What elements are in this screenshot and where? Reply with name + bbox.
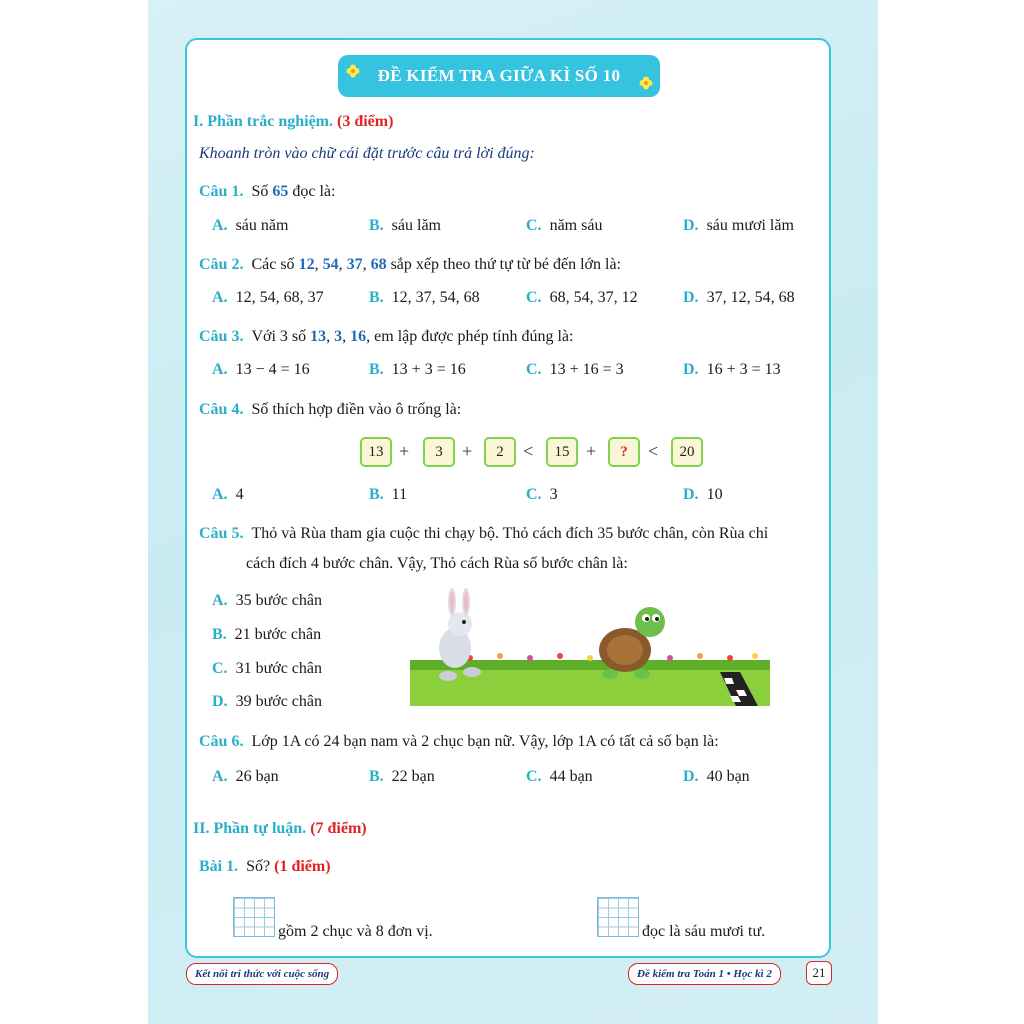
option-a[interactable] — [212, 768, 279, 786]
option-b[interactable] — [369, 217, 441, 235]
question-6 — [199, 733, 719, 751]
option-value: 39 bước chân — [235, 693, 322, 710]
option-c[interactable] — [212, 660, 322, 678]
option-b[interactable] — [369, 486, 407, 504]
option-key: C. — [526, 289, 542, 306]
number: 65 — [272, 183, 289, 200]
option-key: D. — [683, 486, 699, 503]
option-value: 37, 12, 54, 68 — [706, 289, 795, 306]
answer-grid[interactable] — [233, 897, 275, 937]
number: 3 — [334, 328, 343, 345]
part2-points: (7 điểm) — [310, 820, 367, 837]
option-key: D. — [683, 361, 699, 378]
option-value: 13 + 16 = 3 — [549, 361, 624, 378]
option-a[interactable] — [212, 217, 288, 235]
part1-heading — [193, 113, 393, 131]
option-key: D. — [212, 693, 228, 710]
option-b[interactable] — [369, 361, 466, 379]
text: Với 3 số — [251, 328, 311, 345]
plus-sign: + — [399, 441, 410, 461]
text: , em lập được phép tính đúng là: — [366, 328, 574, 345]
race-illustration — [410, 588, 770, 706]
part2-title: II. Phần tự luận. — [193, 820, 307, 837]
footer-series: Kết nối tri thức với cuộc sống — [186, 963, 338, 985]
text: , — [338, 256, 347, 273]
text: sắp xếp theo thứ tự từ bé đến lớn là: — [386, 256, 621, 273]
option-value: sáu lăm — [391, 217, 441, 234]
footer-book-title: Đề kiểm tra Toán 1 • Học kì 2 — [628, 963, 781, 985]
option-key: C. — [212, 660, 228, 677]
number: 37 — [346, 256, 363, 273]
plus-sign: + — [462, 441, 473, 461]
part1-title: I. Phần trắc nghiệm. — [193, 113, 333, 130]
option-a[interactable] — [212, 486, 244, 504]
option-key: A. — [212, 768, 228, 785]
option-b[interactable] — [369, 768, 435, 786]
option-key: B. — [369, 217, 384, 234]
option-c[interactable] — [526, 768, 593, 786]
option-d[interactable] — [212, 693, 322, 711]
option-b[interactable] — [369, 289, 480, 307]
option-value: 3 — [549, 486, 558, 503]
question-5 — [199, 525, 768, 543]
instruction: Khoanh tròn vào chữ cái đặt trước câu trả lời đúng: — [199, 145, 535, 162]
question-2 — [199, 256, 621, 274]
number: 54 — [322, 256, 339, 273]
text: Số thích hợp điền vào ô trống là: — [251, 401, 462, 418]
option-value: 44 bạn — [549, 768, 593, 785]
part2-heading — [193, 820, 367, 838]
exercise-points: (1 điểm) — [274, 858, 331, 875]
option-b[interactable] — [212, 626, 321, 644]
answer-grid[interactable] — [597, 897, 639, 937]
exercise-1 — [199, 858, 331, 876]
option-value: 22 bạn — [391, 768, 435, 785]
option-key: A. — [212, 486, 228, 503]
option-key: B. — [369, 486, 384, 503]
question-label: Câu 6. — [199, 733, 244, 750]
option-value: 35 bước chân — [235, 592, 322, 609]
option-key: A. — [212, 592, 228, 609]
text: Lớp 1A có 24 bạn nam và 2 chục bạn nữ. Vậy, lớp 1A có tất cả số bạn là: — [251, 733, 719, 750]
blank-box[interactable]: ? — [608, 437, 640, 467]
option-value: 12, 37, 54, 68 — [391, 289, 480, 306]
option-d[interactable] — [683, 361, 781, 379]
text: , — [326, 328, 335, 345]
question-label: Câu 3. — [199, 328, 244, 345]
text: , — [314, 256, 323, 273]
flower-icon — [346, 64, 360, 78]
question-label: Câu 2. — [199, 256, 244, 273]
option-key: D. — [683, 768, 699, 785]
plus-sign: + — [586, 441, 597, 461]
question-1 — [199, 183, 335, 201]
option-c[interactable] — [526, 217, 602, 235]
exam-title: ĐỀ KIỂM TRA GIỮA KÌ SỐ 10 — [338, 55, 660, 97]
option-value: 31 bước chân — [235, 660, 322, 677]
option-key: A. — [212, 361, 228, 378]
option-d[interactable] — [683, 217, 794, 235]
option-key: C. — [526, 361, 542, 378]
option-key: C. — [526, 768, 542, 785]
option-d[interactable] — [683, 768, 750, 786]
exercise-1-left-text: gồm 2 chục và 8 đơn vị. — [278, 923, 433, 940]
option-key: B. — [369, 768, 384, 785]
text: , — [362, 256, 371, 273]
option-d[interactable] — [683, 486, 723, 504]
option-d[interactable] — [683, 289, 795, 307]
part1-points: (3 điểm) — [337, 113, 394, 130]
number-box: 3 — [423, 437, 455, 467]
option-a[interactable] — [212, 592, 322, 610]
option-value: 12, 54, 68, 37 — [235, 289, 324, 306]
option-value: 21 bước chân — [234, 626, 322, 643]
number-box: 2 — [484, 437, 516, 467]
option-value: 40 bạn — [706, 768, 750, 785]
option-value: 10 — [706, 486, 723, 503]
option-value: 68, 54, 37, 12 — [549, 289, 638, 306]
less-than-sign: < — [523, 441, 534, 461]
option-key: D. — [683, 289, 699, 306]
question-label: Câu 1. — [199, 183, 244, 200]
text: Thỏ và Rùa tham gia cuộc thi chạy bộ. Thỏ cách đích 35 bước chân, còn Rùa chỉ — [251, 525, 769, 542]
option-value: sáu năm — [235, 217, 289, 234]
text: Số — [251, 183, 273, 200]
option-c[interactable] — [526, 486, 558, 504]
number-box: 15 — [546, 437, 578, 467]
option-value: năm sáu — [549, 217, 603, 234]
number: 68 — [370, 256, 387, 273]
number-box: 13 — [360, 437, 392, 467]
option-key: D. — [683, 217, 699, 234]
option-key: B. — [369, 361, 384, 378]
question-4 — [199, 401, 461, 419]
text: , — [342, 328, 351, 345]
text: Các số — [251, 256, 299, 273]
less-than-sign: < — [648, 441, 659, 461]
option-key: B. — [212, 626, 227, 643]
option-key: C. — [526, 217, 542, 234]
exercise-label: Bài 1. — [199, 858, 239, 875]
option-value: 11 — [391, 486, 408, 503]
question-label: Câu 4. — [199, 401, 244, 418]
option-value: 13 − 4 = 16 — [235, 361, 310, 378]
option-key: B. — [369, 289, 384, 306]
option-c[interactable] — [526, 361, 624, 379]
option-c[interactable] — [526, 289, 638, 307]
option-key: A. — [212, 217, 228, 234]
number: 12 — [298, 256, 315, 273]
flower-icon — [639, 76, 653, 90]
number-box: 20 — [671, 437, 703, 467]
number: 13 — [310, 328, 327, 345]
option-value: 13 + 3 = 16 — [391, 361, 466, 378]
exercise-1-right-text: đọc là sáu mươi tư. — [642, 923, 766, 940]
option-value: 16 + 3 = 13 — [706, 361, 781, 378]
option-value: sáu mươi lăm — [706, 217, 794, 234]
question-3 — [199, 328, 573, 346]
option-key: C. — [526, 486, 542, 503]
text: Số? — [246, 858, 271, 875]
option-a[interactable] — [212, 289, 324, 307]
number: 16 — [350, 328, 367, 345]
text: đọc là: — [288, 183, 336, 200]
option-value: 4 — [235, 486, 244, 503]
page-number: 21 — [806, 961, 832, 985]
question-5-line-2: cách đích 4 bước chân. Vậy, Thỏ cách Rùa số bước chân là: — [246, 555, 628, 572]
option-a[interactable] — [212, 361, 310, 379]
option-key: A. — [212, 289, 228, 306]
question-label: Câu 5. — [199, 525, 244, 542]
option-value: 26 bạn — [235, 768, 279, 785]
